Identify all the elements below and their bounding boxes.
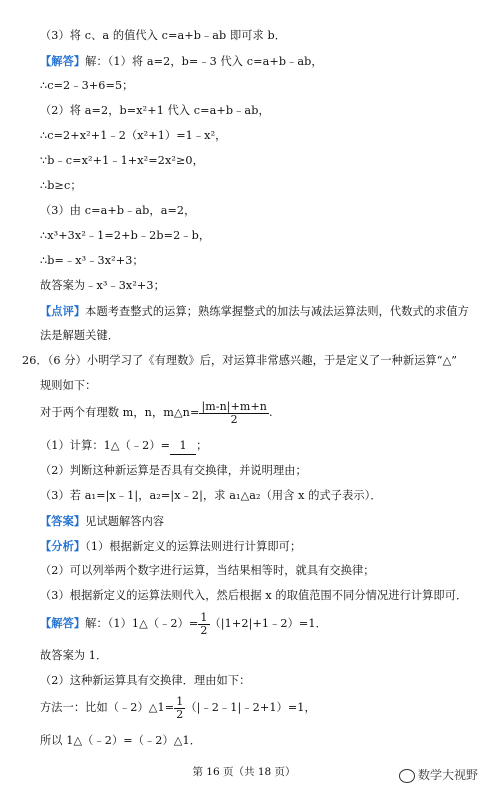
watermark-logo <box>399 766 478 783</box>
watermark-text: 数学大视野 <box>417 768 478 782</box>
method-line <box>40 693 316 723</box>
text-line: ∴c=2﹣3+6=5； <box>40 79 134 92</box>
wechat-icon <box>399 769 415 783</box>
comment-tag: 【点评】 <box>40 304 86 318</box>
text-line: ∴b≥c； <box>40 179 82 192</box>
text: （1）根据新定义的运算法则进行计算即可； <box>85 540 302 553</box>
part1-line <box>40 438 207 455</box>
text: 方法一：比如（﹣2）△1= <box>40 701 175 714</box>
half-fraction <box>198 612 209 637</box>
text: 解：（1）将 a=2，b=﹣3 代入 c=a+b﹣ab， <box>85 55 323 68</box>
text-line: 法是解题关键． <box>40 329 120 342</box>
solution-tag: 【解答】 <box>40 54 86 68</box>
half-fraction <box>174 696 185 721</box>
answer-blank: 1 <box>170 438 196 455</box>
fraction-numerator: 1 <box>200 610 208 624</box>
definition-fraction <box>199 401 269 426</box>
text-line: （2）将 a=2，b=x²+1 代入 c=a+b﹣ab， <box>40 104 270 117</box>
text-line: （3）将 c、a 的值代入 c=a+b﹣ab 即可求 b． <box>40 29 287 42</box>
fraction-numerator: |m-n|+m+n <box>201 399 267 413</box>
text-line: 规则如下： <box>40 379 97 392</box>
question-title: 26．（6 分）小明学习了《有理数》后，对运算非常感兴趣，于是定义了一种新运算“△” <box>22 354 458 367</box>
text: （|﹣2﹣1|﹣2+1）=1， <box>185 701 316 714</box>
text-line: （3）由 c=a+b﹣ab，a=2， <box>40 204 196 217</box>
text: （1）计算：1△（﹣2）= <box>40 439 171 452</box>
fraction-denominator: 2 <box>176 707 184 721</box>
text: 见试题解答内容 <box>85 515 165 528</box>
text: 对于两个有理数 m，n，m△n= <box>40 406 200 419</box>
text-line: 故答案为﹣x³﹣3x²+3； <box>40 279 165 292</box>
text-line: ∴c=2+x²+1﹣2（x²+1）=1﹣x²， <box>40 129 227 142</box>
comment-line <box>40 303 469 320</box>
text: 本题考查整式的运算；熟练掌握整式的加法与减法运算法则，代数式的求值方 <box>85 305 469 318</box>
fraction-numerator: 1 <box>176 694 184 708</box>
text-line: ∵b﹣c=x²+1﹣1+x²=2x²≥0， <box>40 154 204 167</box>
solution-tag: 【解答】 <box>40 616 86 630</box>
text-line: （3）根据新定义的运算法则代入，然后根据 x 的取值范围不同分情况进行计算即可． <box>40 589 468 602</box>
answer-line <box>40 513 164 530</box>
solution-line <box>40 53 323 70</box>
text-line: ∴b=﹣x³﹣3x²+3； <box>40 254 144 267</box>
page-footer: 第 16 页（共 18 页） <box>192 766 296 778</box>
text-line: 故答案为 1． <box>40 649 108 662</box>
text-line: （2）这种新运算具有交换律．理由如下： <box>40 674 251 687</box>
answer-tag: 【答案】 <box>40 514 86 528</box>
text-line: （3）若 a₁=|x﹣1|，a₂=|x﹣2|，求 a₁△a₂（用含 x 的式子表示）． <box>40 489 382 502</box>
definition-line: 对于两个有理数 m，n，m△n= $\frac{|m-n|+m+n}{2}$ . <box>40 399 273 426</box>
text: ； <box>196 439 208 452</box>
text: 解：（1）1△（﹣2）= <box>85 617 199 630</box>
analysis-line <box>40 538 301 555</box>
text-line: ∴x³+3x²﹣1=2+b﹣2b=2﹣b， <box>40 229 211 242</box>
analysis-tag: 【分析】 <box>40 539 86 553</box>
text: （|1+2|+1﹣2）=1． <box>209 617 327 630</box>
fraction-denominator: 2 <box>200 623 208 637</box>
text-line: 所以 1△（﹣2）=（﹣2）△1． <box>40 734 201 747</box>
text-line: （2）判断这种新运算是否具有交换律，并说明理由； <box>40 464 307 477</box>
text-line: （2）可以列举两个数字进行运算，当结果相等时，就具有交换律； <box>40 564 375 577</box>
solution-line <box>40 608 327 639</box>
fraction-denominator: 2 <box>230 412 238 426</box>
